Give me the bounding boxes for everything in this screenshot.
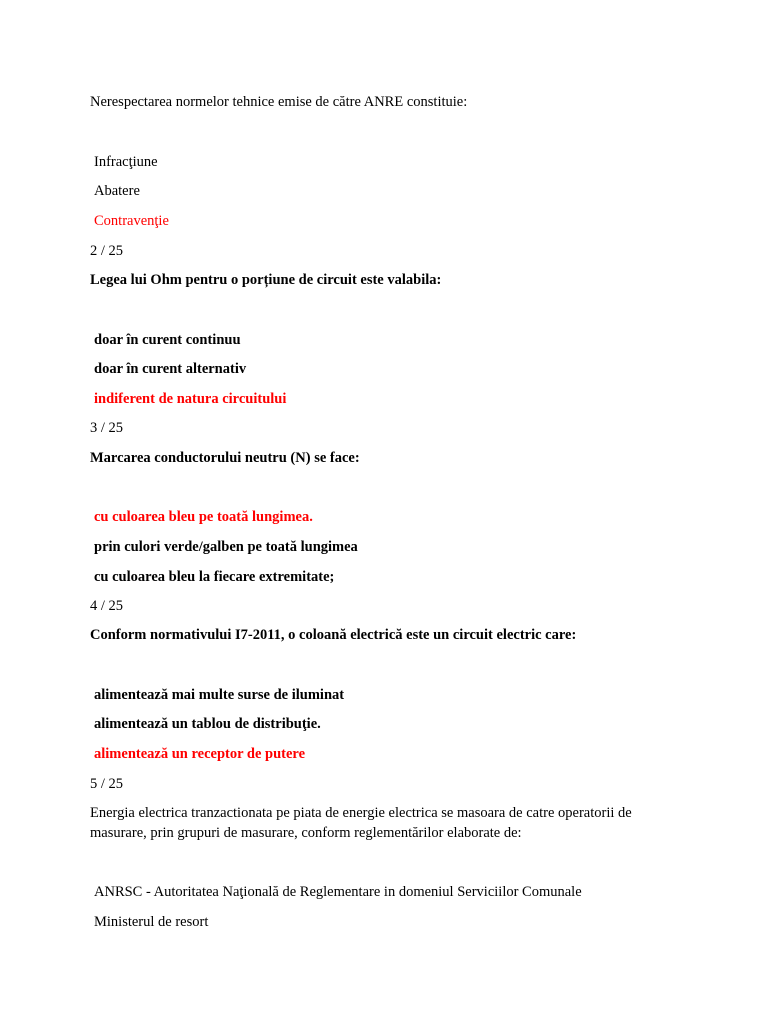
question-1-text: Nerespectarea normelor tehnice emise de către ANRE constituie: [90,94,468,110]
question-2-counter: 2 / 25 [90,243,124,259]
question-5-option-2[interactable]: Ministerul de resort [94,914,209,930]
question-3-option-1-correct[interactable]: cu culoarea bleu pe toată lungimea. [94,509,313,525]
question-3-text: Marcarea conductorului neutru (N) se face: [90,450,360,466]
question-3-option-3[interactable]: cu culoarea bleu la fiecare extremitate; [94,569,335,585]
question-4-counter: 4 / 25 [90,598,124,614]
question-4-option-2[interactable]: alimentează un tablou de distribuţie. [94,716,321,732]
question-2-option-1[interactable]: doar în curent continuu [94,332,241,348]
question-4-option-1[interactable]: alimentează mai multe surse de iluminat [94,687,345,703]
question-2-option-2[interactable]: doar în curent alternativ [94,361,247,377]
question-2-option-3-correct[interactable]: indiferent de natura circuitului [94,391,287,407]
question-5-option-1[interactable]: ANRSC - Autoritatea Naţională de Reglementare in domeniul Serviciilor Comunale [94,884,582,900]
question-1-option-2[interactable]: Abatere [94,183,140,199]
question-1-option-3-correct[interactable]: Contravenţie [94,213,169,229]
question-2-text: Legea lui Ohm pentru o porțiune de circuit este valabila: [90,272,442,288]
question-3-option-2[interactable]: prin culori verde/galben pe toată lungimea [94,539,358,555]
question-5-text: Energia electrica tranzactionata pe piata de energie electrica se masoara de catre operatorii de masurare, prin grupuri de masurare, conform reglementărilor elaborate de: [90,805,632,841]
question-5-counter: 5 / 25 [90,776,124,792]
question-4-text: Conform normativului I7-2011, o coloană electrică este un circuit electric care: [90,627,577,643]
question-3-counter: 3 / 25 [90,420,124,436]
question-4-option-3-correct[interactable]: alimentează un receptor de putere [94,746,306,762]
question-1-option-1[interactable]: Infracţiune [94,154,158,170]
